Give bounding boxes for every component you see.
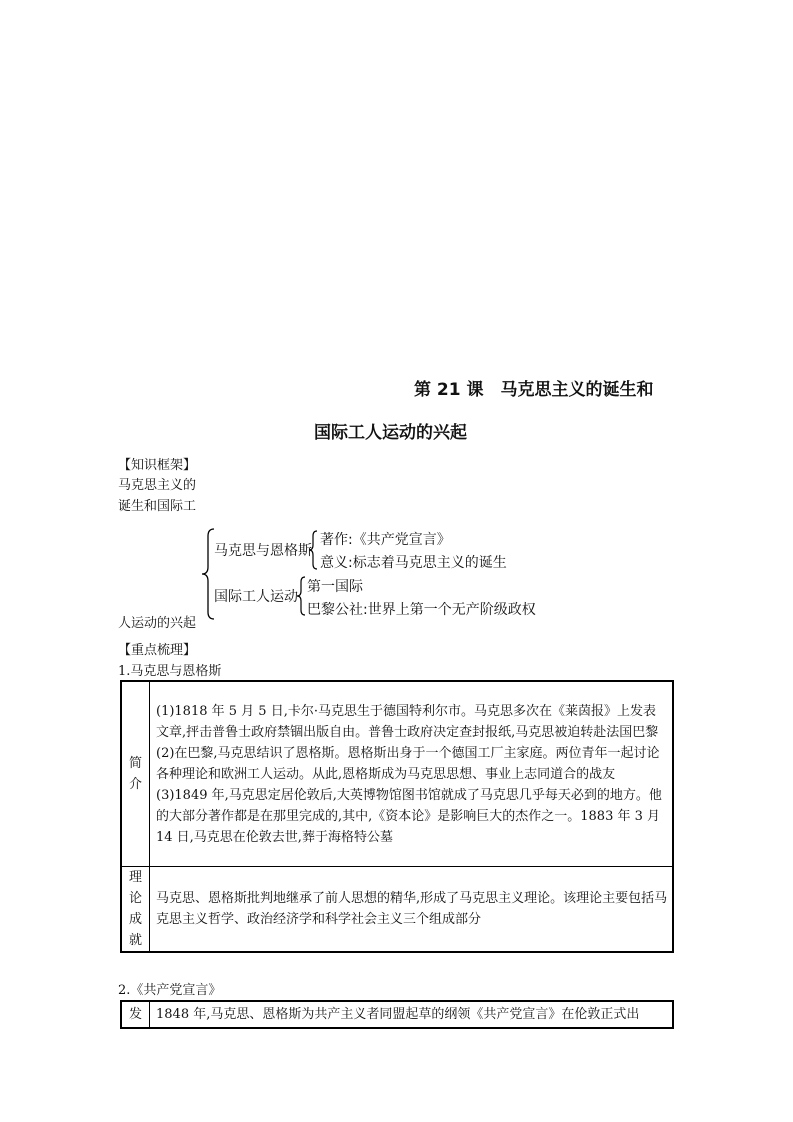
row-label-publish: 发 <box>121 1001 150 1028</box>
key-points-heading: 【重点梳理】 <box>118 643 197 658</box>
theory-paragraph: 马克思、恩格斯批判地继承了前人思想的精华,形成了马克思主义理论。该理论主要包括马克思主义哲学、政治经济学和科学社会主义三个组成部分 <box>156 891 668 927</box>
row-label-intro: 简介 <box>121 681 150 867</box>
framework-branch1: 马克思与恩格斯 <box>214 543 312 559</box>
section2-title: 2.《共产党宣言》 <box>118 983 222 998</box>
table-row <box>121 1001 673 1028</box>
marx-engels-table <box>120 680 674 953</box>
row-content-publish: 1848 年,马克思、恩格斯为共产主义者同盟起草的纲领《共产党宣言》在伦敦正式出 <box>150 1001 674 1028</box>
section1-title: 1.马克思与恩格斯 <box>118 664 222 679</box>
table-row <box>121 867 673 953</box>
framework-root-line2: 诞生和国际工 <box>118 499 197 514</box>
framework-heading: 【知识框架】 <box>118 458 197 473</box>
framework-branch2-leaf1: 第一国际 <box>307 579 363 595</box>
framework-branch2: 国际工人运动 <box>214 589 298 605</box>
intro-paragraph-1: (1)1818 年 5 月 5 日,卡尔·马克思生于德国特利尔市。马克思多次在《莱茵报》上发表文章,抨击普鲁士政府禁锢出版自由。普鲁士政府决定查封报纸,马克思被迫转赴法国巴黎 <box>156 703 659 740</box>
page-title-line1: 第 21 课 马克思主义的诞生和 <box>414 380 654 400</box>
framework-root-line3: 人运动的兴起 <box>118 616 197 631</box>
table-row <box>121 681 673 867</box>
row-content-theory <box>150 867 674 953</box>
manifesto-table <box>120 1000 674 1029</box>
row-label-theory: 理论成就 <box>121 867 150 953</box>
framework-root-line1: 马克思主义的 <box>118 478 197 493</box>
row-content-intro <box>150 681 674 867</box>
intro-paragraph-3: (3)1849 年,马克思定居伦敦后,大英博物馆图书馆就成了马克思几乎每天必到的地方。他的大部分著作都是在那里完成的,其中,《资本论》是影响巨大的杰作之一。1883 年 3 月 14 日,马克思在伦敦去世,葬于海格特公墓 <box>156 787 662 845</box>
framework-branch2-leaf2: 巴黎公社:世界上第一个无产阶级政权 <box>307 602 536 618</box>
framework-branch1-leaf2: 意义:标志着马克思主义的诞生 <box>320 555 507 571</box>
page-title-line2: 国际工人运动的兴起 <box>314 423 467 443</box>
framework-branch1-leaf1: 著作:《共产党宣言》 <box>320 532 451 548</box>
intro-paragraph-2: (2)在巴黎,马克思结识了恩格斯。恩格斯出身于一个德国工厂主家庭。两位青年一起讨论各种理论和欧洲工人运动。从此,恩格斯成为马克思思想、事业上志同道合的战友 <box>156 745 660 782</box>
